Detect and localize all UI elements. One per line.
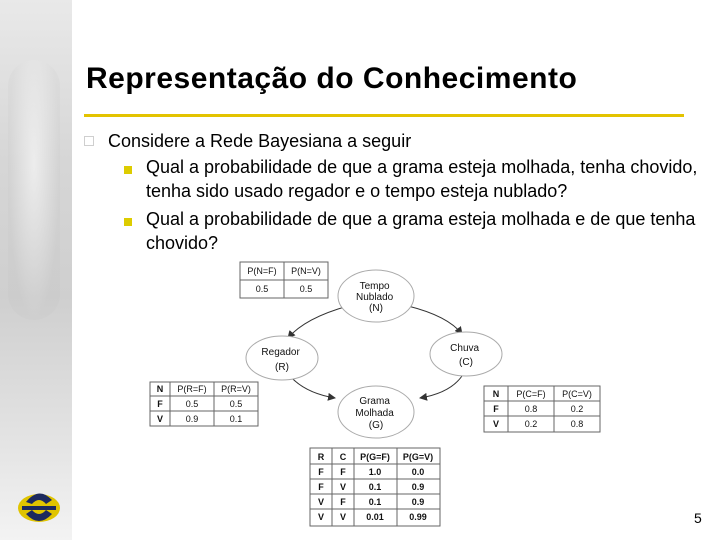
table-g-cell: F [340, 497, 346, 507]
table-g-cell: V [317, 497, 325, 507]
table-g-cell: 1.0 [368, 467, 382, 477]
table-c-cell: F [493, 404, 499, 414]
slide-title: Representação do Conhecimento [86, 62, 578, 95]
table-c-cell: 0.2 [570, 404, 584, 414]
node-n-label-3: (N) [369, 303, 383, 314]
table-g-cell: 0.01 [366, 512, 384, 522]
table-r-cell: 0.1 [229, 414, 243, 424]
table-r-cell: F [157, 399, 163, 409]
title-underline [84, 114, 684, 117]
node-chuva [430, 332, 502, 376]
decorative-sidebar [0, 0, 72, 540]
table-c-header: N [492, 389, 500, 399]
table-g-header: C [339, 452, 347, 462]
node-c-label-2: (C) [459, 357, 473, 368]
table-g-cell: 0.0 [411, 467, 425, 477]
node-r-label-1: Regador [261, 347, 300, 358]
edge-n-r [288, 306, 348, 338]
table-c-cell: 0.8 [524, 404, 538, 414]
table-g-cell: V [339, 482, 347, 492]
table-c-cell: 0.2 [524, 419, 538, 429]
cpt-table-n [240, 262, 328, 298]
node-g-label-1: Grama [359, 396, 390, 407]
table-g-cell: 0.1 [368, 482, 382, 492]
table-r-header: N [156, 384, 164, 394]
table-n-cell: 0.5 [299, 284, 313, 294]
sub-bullet-1: Qual a probabilidade de que a grama esteja molhada, tenha chovido, tenha sido usado regador e o tempo esteja nublado? [146, 157, 698, 201]
bullet-marker [84, 136, 94, 146]
table-c-cell: V [492, 419, 500, 429]
edge-n-c [408, 306, 462, 334]
table-g-header: P(G=V) [402, 452, 434, 462]
table-g-cell: F [318, 482, 324, 492]
node-g-label-3: (G) [368, 420, 384, 431]
table-n-cell: 0.5 [255, 284, 269, 294]
page-number: 5 [694, 510, 702, 526]
table-n-header: P(N=V) [291, 266, 321, 276]
bayesian-network-diagram [130, 258, 630, 530]
node-r-label-2: (R) [275, 362, 289, 373]
table-c-header: P(C=V) [562, 389, 592, 399]
table-g-header: R [317, 452, 325, 462]
cpt-table-r [150, 382, 258, 426]
table-g-cell: F [318, 467, 324, 477]
table-r-cell: 0.9 [185, 414, 199, 424]
sub-bullet-2: Qual a probabilidade de que a grama esteja molhada e de que tenha chovido? [146, 209, 696, 253]
cpt-table-g [310, 448, 440, 526]
table-g-cell: 0.9 [411, 482, 425, 492]
edge-r-g [290, 376, 335, 398]
table-n-header: P(N=F) [247, 266, 277, 276]
node-n-label-1: Tempo [359, 281, 390, 292]
table-c-cell: 0.8 [570, 419, 584, 429]
main-bullet-text: Considere a Rede Bayesiana a seguir [108, 131, 412, 151]
table-r-header: P(R=V) [221, 384, 251, 394]
table-g-cell: F [340, 467, 346, 477]
node-n-label-2: Nublado [355, 292, 394, 303]
logo-icon [16, 482, 62, 530]
node-g-label-2: Molhada [355, 408, 394, 419]
node-regador [246, 336, 318, 380]
table-r-header: P(R=F) [177, 384, 207, 394]
table-g-header: P(G=F) [360, 452, 390, 462]
table-g-cell: 0.9 [411, 497, 425, 507]
cpt-table-c [484, 386, 600, 432]
table-r-cell: V [156, 414, 164, 424]
node-c-label-1: Chuva [450, 343, 480, 354]
table-c-header: P(C=F) [516, 389, 546, 399]
sub-bullet-marker [124, 218, 132, 226]
table-r-cell: 0.5 [229, 399, 243, 409]
table-g-cell: 0.99 [409, 512, 427, 522]
table-g-cell: V [317, 512, 325, 522]
edge-c-g [420, 376, 462, 398]
table-g-cell: V [339, 512, 347, 522]
sub-bullet-marker [124, 166, 132, 174]
table-r-cell: 0.5 [185, 399, 199, 409]
table-g-cell: 0.1 [368, 497, 382, 507]
